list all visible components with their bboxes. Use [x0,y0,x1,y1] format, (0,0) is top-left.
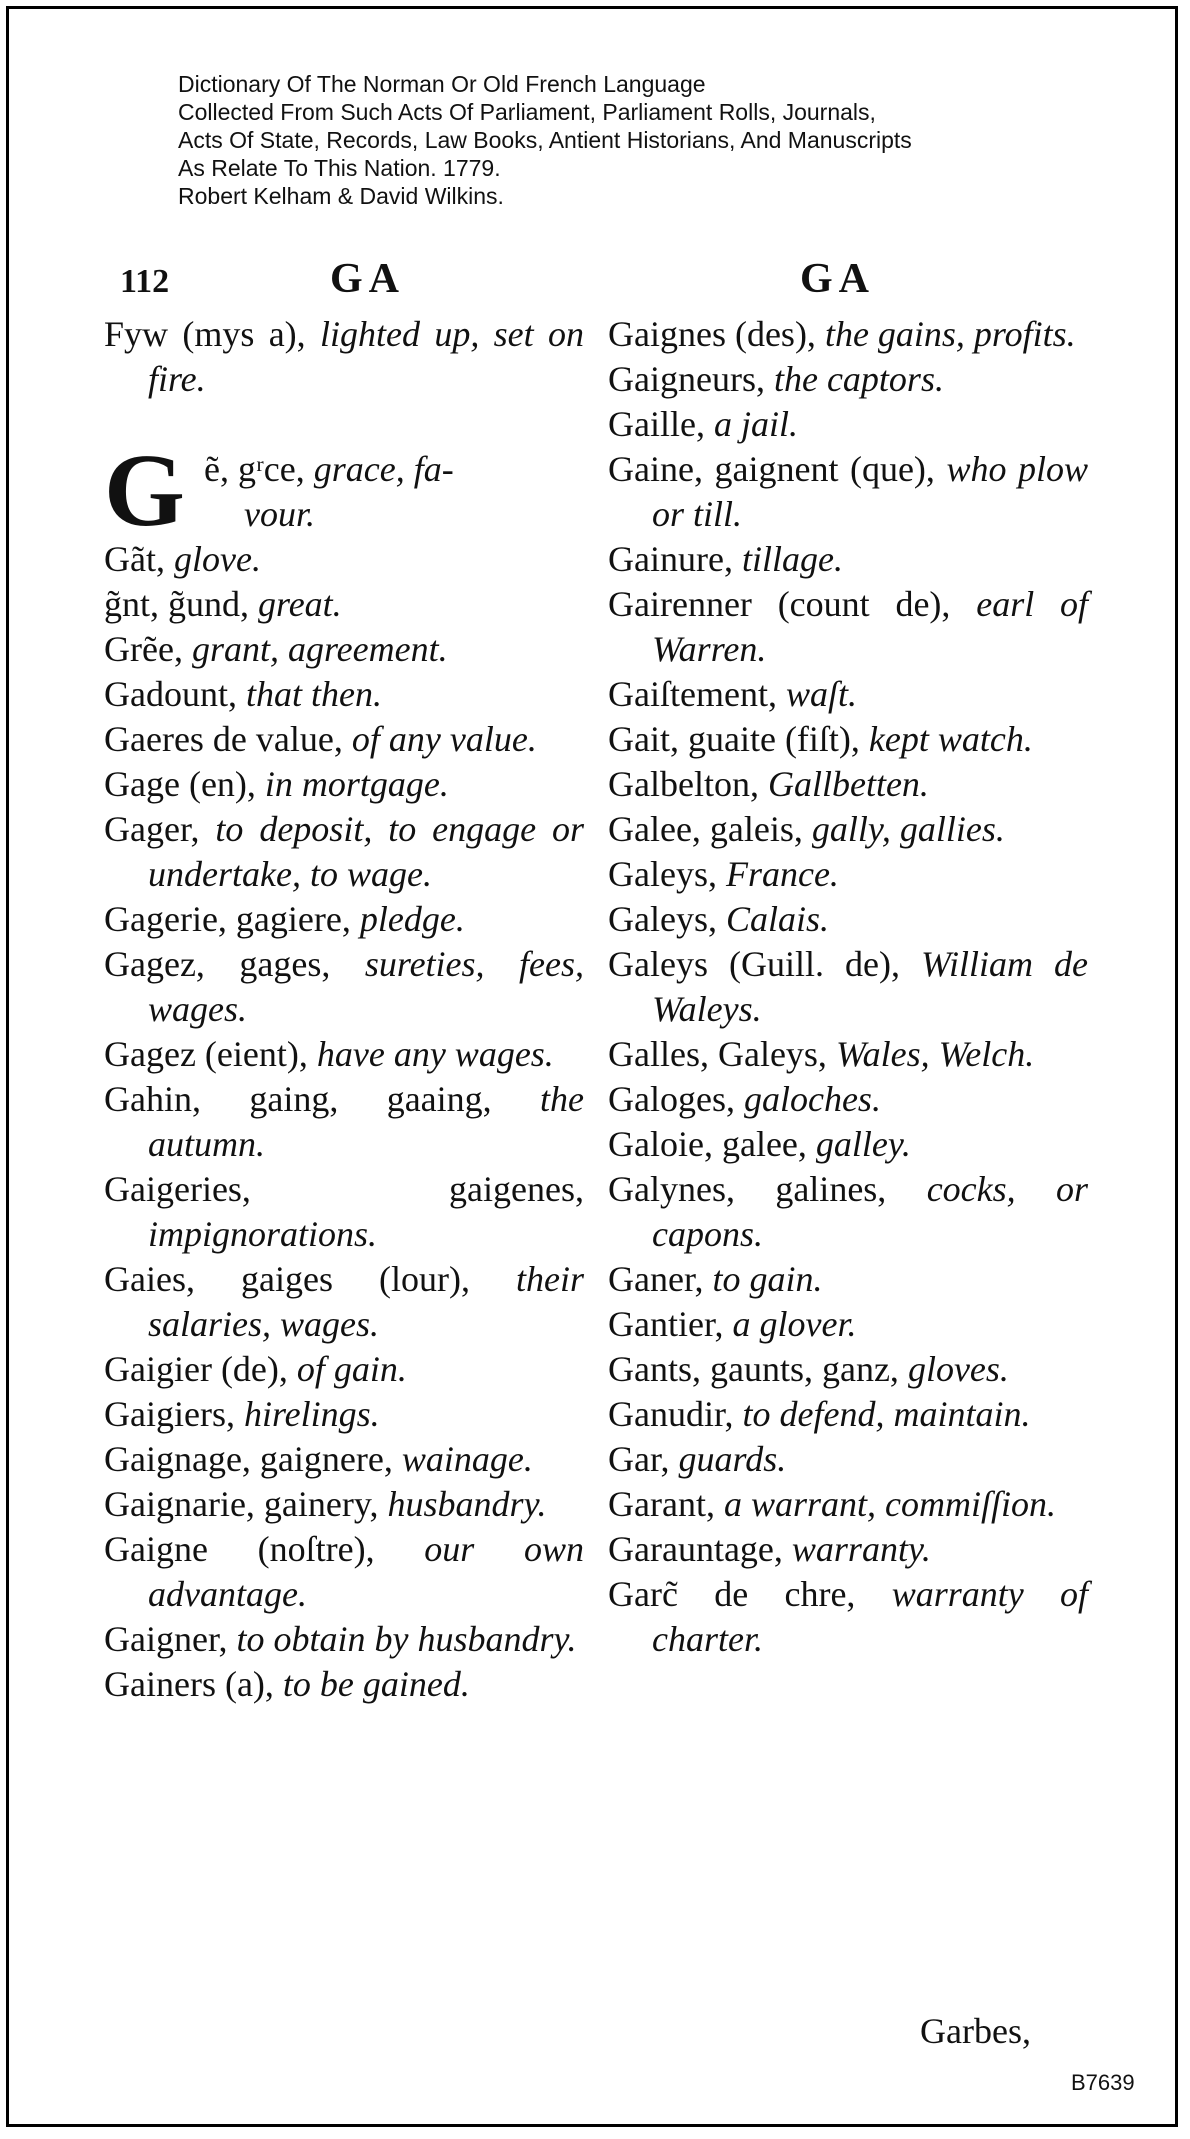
entry-term: Gagerie, gagiere, [104,899,351,939]
entry-gloss: the autumn. [148,1079,585,1164]
dictionary-entry [104,1032,584,1077]
entry-term: Galbelton, [608,764,759,804]
entry-term: Galynes, galines, [608,1169,887,1209]
entry-term: Gar, [608,1439,670,1479]
header-line-4: As Relate To This Nation. 1779. [178,155,501,181]
dictionary-entry [104,1437,584,1482]
dictionary-entry [104,717,584,762]
entry-term: Galeys (Guill. de), [608,944,900,984]
entry-term: Garant, [608,1484,715,1524]
drop-cap-letter: G [104,433,185,548]
entry-term: Gaigne (noſtre), [104,1529,375,1569]
catchword: Garbes, [920,2011,1031,2051]
entry-term: Gager, [104,809,200,849]
entry-term: Garauntage, [608,1529,783,1569]
dictionary-entry [608,537,1088,582]
entry-gloss: grant, agreement. [191,629,448,669]
dictionary-entry [608,1257,1088,1302]
dictionary-entry [608,1032,1088,1077]
entry-gloss: have any wages. [316,1034,554,1074]
entry-term: Gadount, [104,674,237,714]
entry-gloss: France. [725,854,839,894]
entry-term: Gage (en), [104,764,256,804]
running-head [0,255,1190,305]
entry-gloss: in mortgage. [264,764,449,804]
entry-term: Ganer, [608,1259,704,1299]
entry-gloss: of gain. [296,1349,407,1389]
dictionary-entry [104,1347,584,1392]
dictionary-entry [608,942,1088,1032]
entry-term: Gaignage, gaignere, [104,1439,393,1479]
entry-gloss: guards. [678,1439,787,1479]
dropcap-entry [104,433,584,548]
entry-gloss: galoches. [743,1079,881,1119]
entry-gloss: who plow or till. [652,449,1089,534]
entry-gloss: warranty. [791,1529,931,1569]
entry-gloss: impignorations. [148,1214,378,1254]
entry-term: Gaies, gaiges (lour), [104,1259,470,1299]
dictionary-entry [104,762,584,807]
barcode-label: B7639 [1071,2070,1135,2095]
dictionary-entry [104,1167,584,1257]
entry-gloss: tillage. [741,539,843,579]
dictionary-entry [608,717,1088,762]
dictionary-entry [608,1302,1088,1347]
entry-gloss: great. [258,584,342,624]
entry-term: Fyw (mys a), [104,314,306,354]
entry-gloss: husbandry. [387,1484,547,1524]
entry-term: Galee, galeis, [608,809,803,849]
entry-term: Gainers (a), [104,1664,274,1704]
entry-gloss: William de Waleys. [652,944,1088,1029]
entry-term: Galoges, [608,1079,735,1119]
header-line-5: Robert Kelham & David Wilkins. [178,183,504,209]
entry-term: Gantier, [608,1304,724,1344]
entry-gloss: gally, gallies. [811,809,1005,849]
entry-gloss: their salaries, wages. [148,1259,584,1344]
dictionary-entry [608,1167,1088,1257]
entry-gloss: warranty of charter. [652,1574,1088,1659]
entry-gloss: that then. [245,674,382,714]
entry-term: Gahin, gaing, gaaing, [104,1079,492,1119]
entry-term: Gagez, gages, [104,944,331,984]
dictionary-entry [104,312,584,402]
entry-gloss: to gain. [712,1259,823,1299]
entry-term: Gaille, [608,404,705,444]
entry-term: Gaignes (des), [608,314,816,354]
dictionary-entry [608,1572,1088,1662]
dictionary-entry [608,1437,1088,1482]
dictionary-entry [608,357,1088,402]
entry-gloss: glove. [173,539,261,579]
entry-gloss: a jail. [713,404,798,444]
dictionary-entry [608,402,1088,447]
entry-term: ẽ, gʳce, [204,449,305,489]
entry-gloss: the captors. [773,359,944,399]
entry-gloss: lighted up, set on fire. [148,314,584,399]
entry-term: Gaeres de value, [104,719,343,759]
entry-gloss: grace, fa- [313,449,454,489]
entry-gloss: gloves. [907,1349,1009,1389]
entry-gloss: to be gained. [282,1664,470,1704]
dictionary-entry [608,672,1088,717]
dictionary-entry [104,1482,584,1527]
dictionary-entry [104,1617,584,1662]
entry-term: Gaigner, [104,1619,228,1659]
entry-gloss-continued: vour. [244,494,315,534]
dictionary-entry [104,807,584,897]
entry-gloss: Gallbetten. [767,764,929,804]
header-line-3: Acts Of State, Records, Law Books, Antient Historians, And Manuscripts [178,127,912,153]
dictionary-entry [104,1257,584,1347]
entry-gloss: a glover. [732,1304,857,1344]
entry-term: Garc̃ de chre, [608,1574,856,1614]
entry-term: Grẽe, [104,629,183,669]
right-column-head: GA [800,256,875,302]
entry-term: Gaiſtement, [608,674,777,714]
entry-term: Galeys, [608,854,717,894]
entry-gloss: galley. [815,1124,911,1164]
entry-gloss: of any value. [351,719,537,759]
right-column [608,312,1088,1662]
entry-term: Galles, Galeys, [608,1034,827,1074]
entry-term: Ganudir, [608,1394,734,1434]
entry-gloss: hirelings. [243,1394,380,1434]
dictionary-entry [608,582,1088,672]
dictionary-entry [608,852,1088,897]
header-line-2: Collected From Such Acts Of Parliament, Parliament Rolls, Journals, [178,99,876,125]
dictionary-entry [104,1527,584,1617]
book-header [178,70,1078,210]
dictionary-entry [608,447,1088,537]
entry-gloss: Wales, Welch. [835,1034,1035,1074]
dictionary-entry [608,1527,1088,1572]
entry-gloss: waſt. [785,674,857,714]
entry-term: Gaignarie, gainery, [104,1484,379,1524]
entry-gloss: a warrant, commiſſion. [723,1484,1056,1524]
entry-term: Gaigneurs, [608,359,765,399]
entry-term: Galoie, galee, [608,1124,807,1164]
dictionary-entry [608,1392,1088,1437]
page-number: 112 [120,263,170,300]
entry-term: Gait, guaite (fiſt), [608,719,860,759]
entry-term: Gagez (eient), [104,1034,308,1074]
entry-term: g̃nt, g̃und, [104,584,250,624]
entry-gloss: pledge. [359,899,465,939]
entry-term: Gants, gaunts, ganz, [608,1349,899,1389]
dictionary-entry [104,897,584,942]
entry-term: Gaigiers, [104,1394,235,1434]
entry-term: Gãt, [104,539,165,579]
entry-gloss: wainage. [401,1439,533,1479]
dictionary-entry [104,627,584,672]
left-column [104,312,584,1707]
entry-gloss: cocks, or capons. [652,1169,1089,1254]
dictionary-entry [608,897,1088,942]
entry-gloss: to deposit, to engage or undertake, to wage. [148,809,584,894]
dictionary-entry [104,1392,584,1437]
left-column-head: GA [330,256,405,302]
dictionary-entry [608,807,1088,852]
dictionary-entry [104,942,584,1032]
entry-gloss: our own advantage. [148,1529,584,1614]
dictionary-entry [608,1077,1088,1122]
entry-gloss: to defend, maintain. [742,1394,1031,1434]
entry-term: Galeys, [608,899,717,939]
header-line-1: Dictionary Of The Norman Or Old French Language [178,71,706,97]
entry-gloss: sureties, fees, wages. [148,944,585,1029]
dictionary-entry [608,762,1088,807]
entry-gloss: earl of Warren. [652,584,1088,669]
entry-term: Gainure, [608,539,733,579]
entry-gloss: the gains, profits. [824,314,1076,354]
dictionary-entry [104,1077,584,1167]
dictionary-entry [104,1662,584,1707]
entry-gloss: kept watch. [868,719,1033,759]
entry-term: Gaigier (de), [104,1349,288,1389]
entry-term: Gaigeries, gaigenes, [104,1169,584,1209]
dictionary-entry [608,1482,1088,1527]
dictionary-entry [608,1122,1088,1167]
entry-gloss: to obtain by husbandry. [236,1619,577,1659]
entry-term: Gaine, gaignent (que), [608,449,935,489]
dictionary-entry [104,582,584,627]
entry-term: Gairenner (count de), [608,584,951,624]
entry-gloss: Calais. [725,899,829,939]
dictionary-entry [608,312,1088,357]
dictionary-entry [104,672,584,717]
dictionary-entry [608,1347,1088,1392]
